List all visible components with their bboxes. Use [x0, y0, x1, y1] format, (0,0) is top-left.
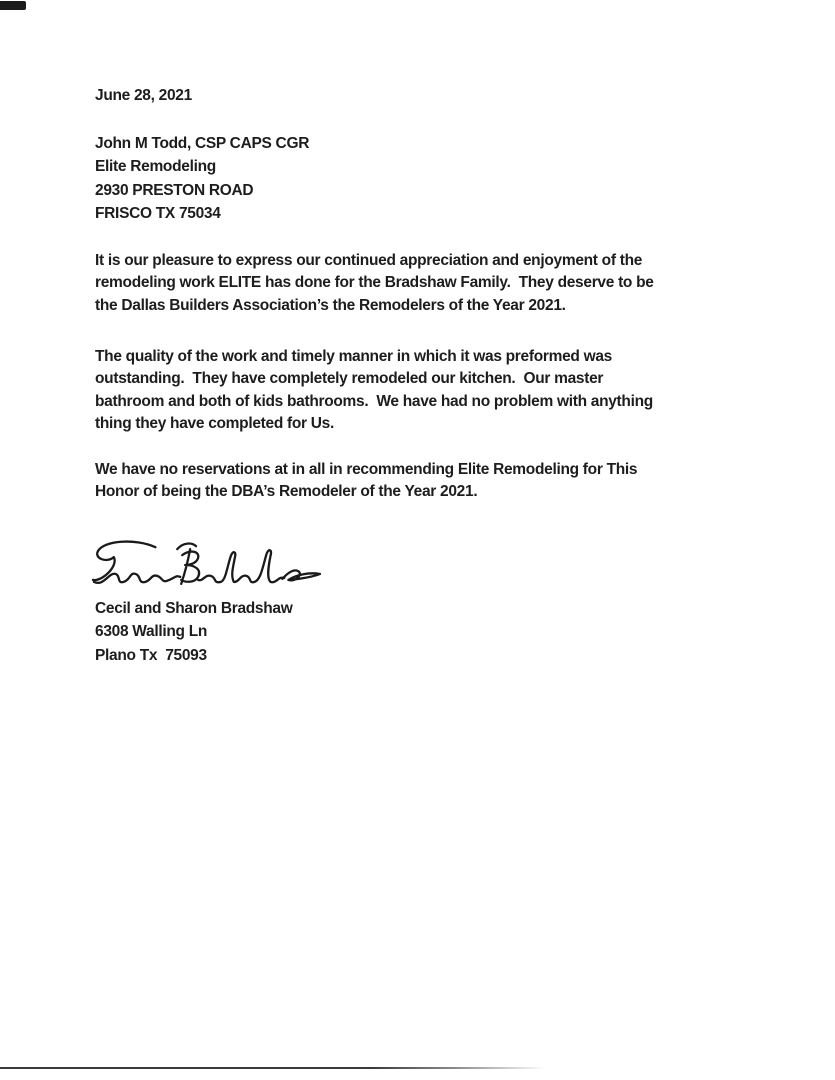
signer-address-block	[95, 597, 293, 667]
paragraph-line: It is our pleasure to express our continued appreciation and enjoyment of the	[95, 252, 643, 269]
recipient-address-block	[95, 132, 309, 225]
paragraph-line: We have no reservations at in all in recommending Elite Remodeling for This	[95, 461, 638, 478]
paragraph-line: bathroom and both of kids bathrooms. We have had no problem with anything	[95, 392, 653, 410]
recipient-street: 2930 PRESTON ROAD	[95, 181, 254, 199]
recipient-name: John M Todd, CSP CAPS CGR	[95, 135, 310, 152]
scan-line-artifact	[0, 1067, 546, 1069]
signer-name: Cecil and Sharon Bradshaw	[95, 600, 293, 617]
paragraph-line: thing they have completed for Us.	[95, 415, 335, 433]
paragraph-line: outstanding. They have completely remodeled our kitchen. Our master	[95, 370, 604, 388]
paragraph-line: the Dallas Builders Association’s the Remodelers of the Year 2021.	[95, 296, 566, 314]
paragraph-line: remodeling work ELITE has done for the Bradshaw Family. They deserve to be	[95, 274, 654, 292]
scan-corner-artifact	[0, 1, 26, 10]
paragraph-1	[95, 250, 654, 317]
paragraph-line: Honor of being the DBA’s Remodeler of the Year 2021.	[95, 483, 478, 501]
paragraph-line: The quality of the work and timely manner in which it was preformed was	[95, 348, 613, 365]
paragraph-3	[95, 459, 637, 504]
letter-date: June 28, 2021	[95, 87, 192, 104]
recipient-city-state-zip: FRISCO TX 75034	[95, 204, 221, 222]
paragraph-2	[95, 346, 653, 436]
signer-street: 6308 Walling Ln	[95, 623, 208, 641]
recipient-company: Elite Remodeling	[95, 158, 216, 176]
signature-image	[86, 538, 324, 600]
signer-city-state-zip: Plano Tx 75093	[95, 646, 207, 664]
